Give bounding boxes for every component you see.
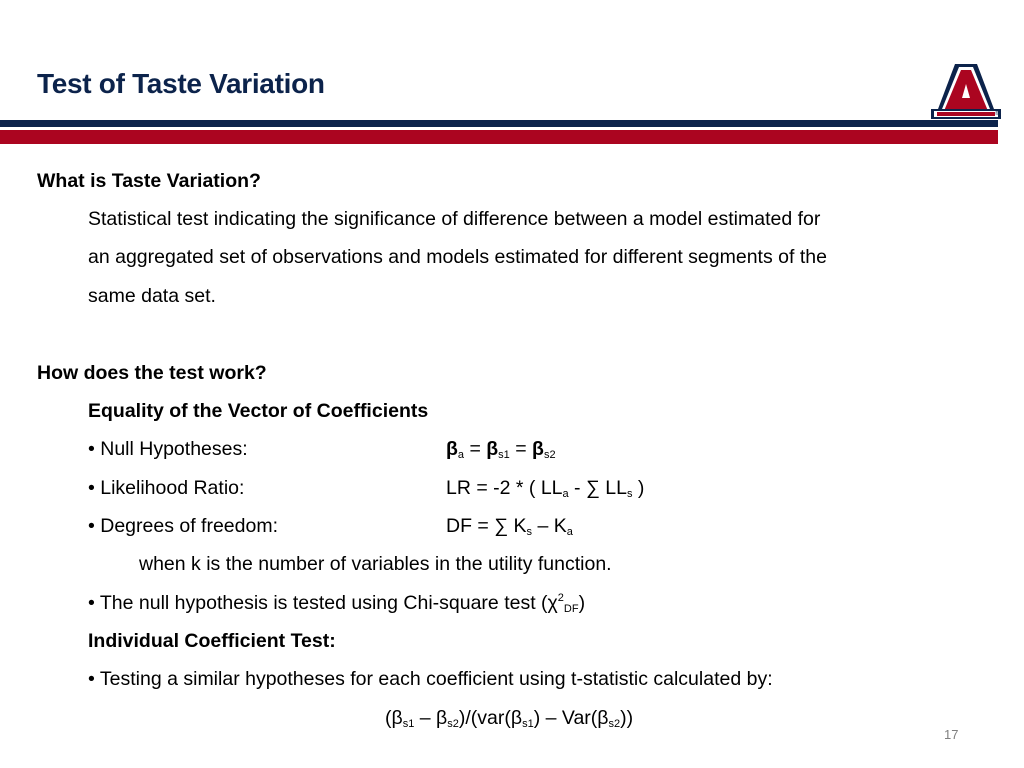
section1-heading: What is Taste Variation?: [37, 170, 261, 192]
individual-test-text: • Testing a similar hypotheses for each coefficient using t-statistic calculated by:: [88, 668, 773, 690]
t-statistic-formula: $(\beta_{s1} - \beta_{s2})/(var(\beta_{s1}) - Var(\beta_{s2}))$: [385, 707, 634, 730]
section1-line-1: Statistical test indicating the significance of difference between a model estimated for: [88, 208, 821, 230]
degrees-of-freedom-label: • Degrees of freedom:: [88, 515, 279, 537]
likelihood-ratio-label: • Likelihood Ratio:: [88, 477, 245, 499]
chi-square-line: • The null hypothesis is tested using Chi-square test $(\chi^2_{DF})$: [88, 592, 586, 615]
individual-test-heading: Individual Coefficient Test:: [88, 630, 336, 652]
logo-a-mark: [931, 64, 1001, 119]
section2-subheading: Equality of the Vector of Coefficients: [88, 400, 429, 422]
header-rule-navy: [0, 120, 998, 127]
page-number: 17: [944, 727, 959, 742]
degrees-of-freedom-formula: DF = ∑ $K_s - K_a$: [446, 515, 573, 538]
university-logo: [931, 60, 1001, 122]
section1-line-2: an aggregated set of observations and models estimated for different segments of the: [88, 246, 827, 268]
section2-heading: How does the test work?: [37, 362, 267, 384]
header-rule-red: [0, 130, 998, 144]
degrees-of-freedom-note: when k is the number of variables in the utility function.: [139, 553, 612, 575]
slide-title: Test of Taste Variation: [37, 68, 325, 99]
null-hypothesis-formula: $\beta_a = \beta_{s1} = \beta_{s2}$: [446, 438, 556, 461]
registered-mark: ®: [995, 111, 999, 117]
null-hypothesis-label: • Null Hypotheses:: [88, 438, 248, 460]
likelihood-ratio-formula: LR = -2 * ( $LL_a$ - ∑ $LL_s$ ): [446, 477, 645, 500]
section1-line-3: same data set.: [88, 285, 216, 307]
